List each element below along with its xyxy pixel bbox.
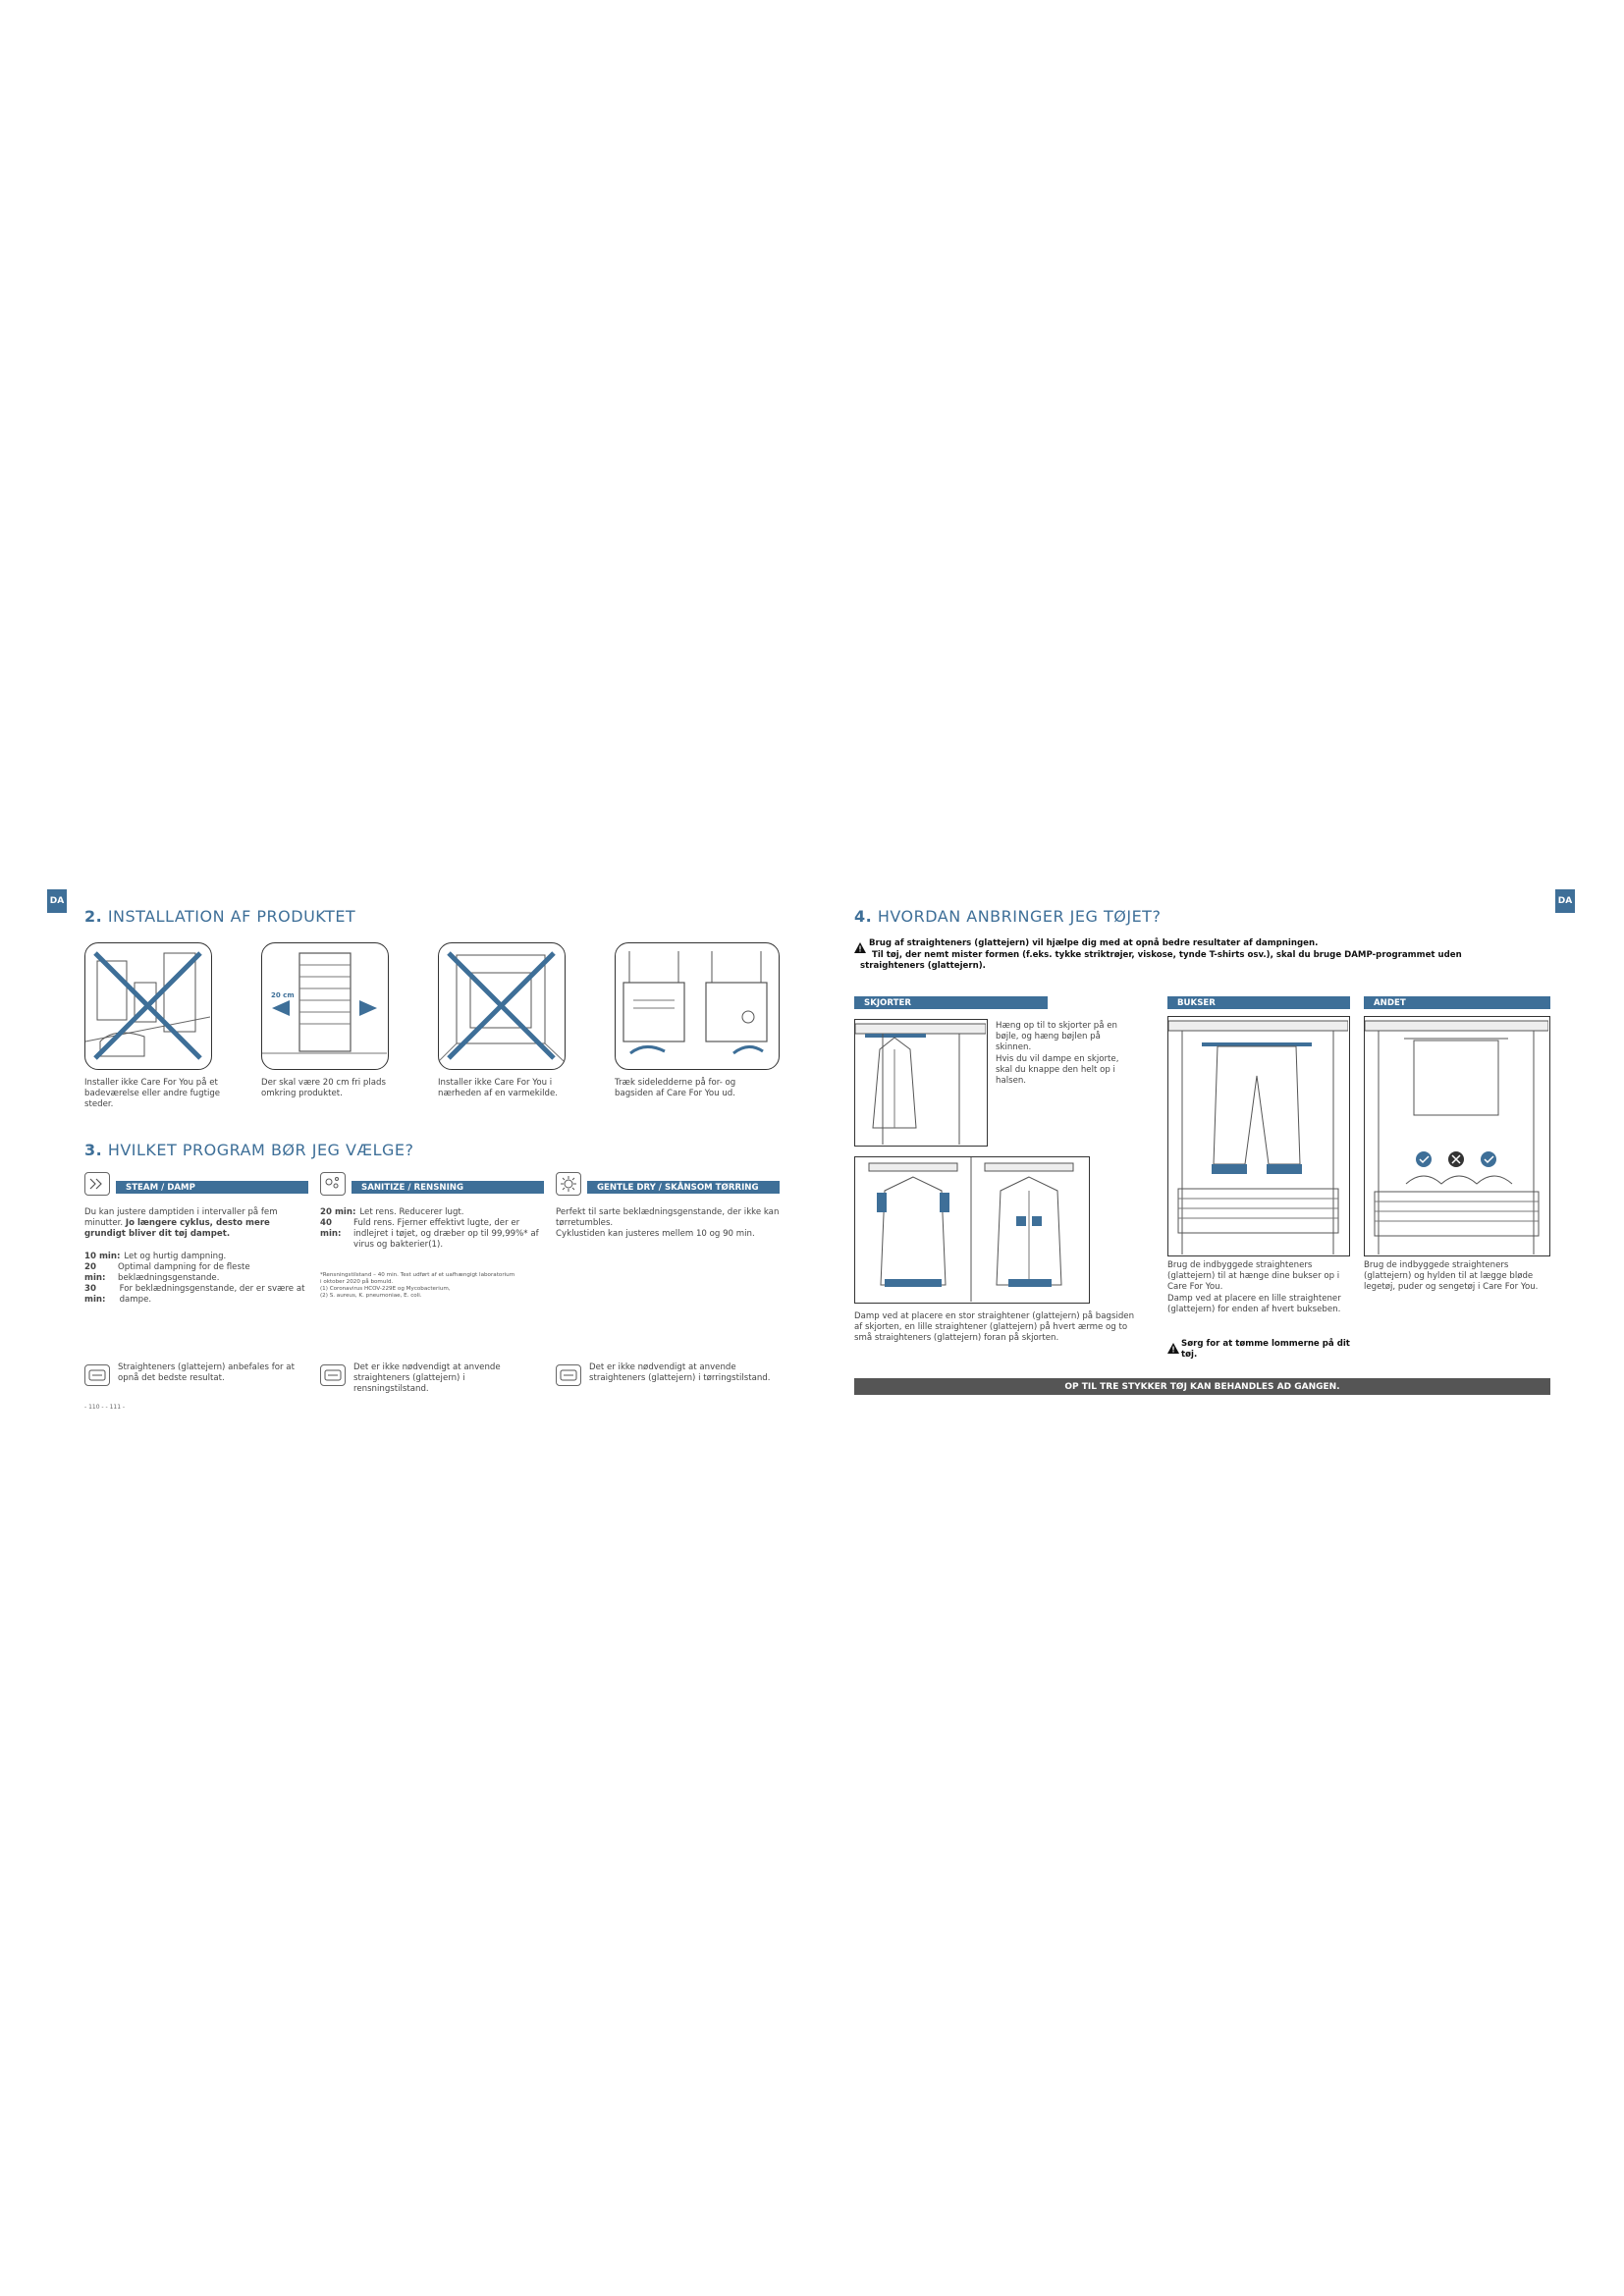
bathroom-crossed-icon (85, 943, 210, 1068)
column-header-other: ANDET (1364, 996, 1550, 1009)
other-text: Brug de indbyggede straighteners (glattejern) og hylden til at lægge bløde legetøj, puder og sengetøj i Care For You. (1364, 1260, 1539, 1292)
install-illustration-heat (438, 942, 566, 1070)
section-4-heading: HVORDAN ANBRINGER JEG TØJET? (877, 907, 1162, 926)
steam-intro: Du kan justere damptiden i intervaller på fem minutter. (84, 1207, 278, 1228)
heat-source-crossed-icon (439, 943, 564, 1068)
section-4-number: 4. (854, 907, 873, 926)
sanitize-icon (320, 1172, 346, 1196)
gentle-dry-icon (556, 1172, 581, 1196)
trousers-illustration (1167, 1016, 1350, 1256)
gentle-dry-description (556, 1207, 780, 1240)
install-illustration-ladders (615, 942, 780, 1070)
shirts-text-button: Hvis du vil dampe en skjorte, skal du knappe den helt op i halsen. (996, 1054, 1119, 1086)
note-gentle-dry: Det er ikke nødvendigt at anvende straighteners (glattejern) i tørringstilstand. (589, 1362, 771, 1383)
other-items-illustration (1364, 1016, 1550, 1256)
gentle-dry-text-1: Perfekt til sarte beklædningsgenstande, der ikke kan tørretumbles. (556, 1207, 780, 1228)
footnote-3: (2) S. aureus, K. pneumoniae, E. coli. (320, 1293, 422, 1299)
shirt-straighteners-illustration (854, 1156, 1090, 1304)
section-4-title (854, 907, 1161, 926)
install-caption-2: Der skal være 20 cm fri plads omkring produktet. (261, 1078, 386, 1098)
steam-description (84, 1207, 300, 1240)
sanitize-row-1: 20 min: Let rens. Reducerer lugt. (320, 1207, 464, 1217)
trousers-warning: Sørg for at tømme lommerne på dit tøj. (1181, 1339, 1350, 1360)
install-caption-4: Træk sideledderne på for- og bagsiden af Care For You ud. (615, 1078, 736, 1098)
steam-times (84, 1252, 310, 1306)
column-header-trousers: BUKSER (1167, 996, 1350, 1009)
section-2-title (84, 907, 355, 926)
program-steam-bar: STEAM / DAMP (116, 1181, 308, 1194)
section-2-number: 2. (84, 907, 103, 926)
sanitize-times (320, 1207, 541, 1251)
warning-icon (1167, 1339, 1179, 1350)
column-header-shirts: SKJORTER (854, 996, 1048, 1009)
note-sanitize: Det er ikke nødvendigt at anvende straighteners (glattejern) i rensningstilstand. (353, 1362, 501, 1394)
steam-intro-bold: Jo længere cyklus, desto mere grundigt bliver dit tøj dampet. (84, 1218, 270, 1239)
straightener-icon (556, 1364, 581, 1386)
section-3-heading: HVILKET PROGRAM BØR JEG VÆLGE? (107, 1141, 414, 1159)
install-caption-1: Installer ikke Care For You på et badeværelse eller andre fugtige steder. (84, 1078, 221, 1109)
side-ladders-diagram (616, 943, 778, 1068)
page-numbers: - 110 - - 111 - (84, 1404, 126, 1411)
footnote-2: (1) Coronavirus HCOV-229E og Mycobacterium, (320, 1286, 451, 1292)
trousers-text-hang: Brug de indbyggede straighteners (glattejern) til at hænge dine bukser op i Care For You. (1167, 1260, 1340, 1292)
shirt-hanger-illustration (854, 1019, 988, 1147)
warning-line-1: Brug af straighteners (glattejern) vil hjælpe dig med at opnå bedre resultater af dampningen. (869, 938, 1319, 948)
note-steam: Straighteners (glattejern) anbefales for at opnå det bedste resultat. (118, 1362, 295, 1383)
straightener-icon (84, 1364, 110, 1386)
trousers-text-damp: Damp ved at placere en lille straightener (glattejern) for enden af hvert bukseben. (1167, 1294, 1341, 1314)
sanitize-row-2: 40 min: Fuld rens. Fjerner effektivt lugte, der er indlejret i tøjet, og dræber op til 99,99%* af virus og bakterier(1). (320, 1218, 539, 1250)
steam-row-1: 10 min: Let og hurtig dampning. (84, 1252, 227, 1261)
install-caption-3: Installer ikke Care For You i nærheden af en varmekilde. (438, 1078, 559, 1098)
clearance-diagram (262, 943, 387, 1068)
shirts-text-hang: Hæng op til to skjorter på en bøjle, og hæng bøjlen på skinnen. (996, 1021, 1117, 1052)
install-illustration-bathroom (84, 942, 212, 1070)
gentle-dry-text-2: Cyklustiden kan justeres mellem 10 og 90 min. (556, 1229, 755, 1239)
section-3-number: 3. (84, 1141, 103, 1159)
install-illustration-clearance (261, 942, 389, 1070)
clearance-label: 20 cm (271, 991, 295, 999)
straightener-icon (320, 1364, 346, 1386)
program-sanitize-bar: SANITIZE / RENSNING (352, 1181, 544, 1194)
footnote-1: *Rensningstilstand – 40 min. Test udført af et uafhængigt laboratorium i oktober 2020 på bomuld. (320, 1272, 515, 1285)
sanitize-footnotes (320, 1272, 516, 1300)
warning-icon (854, 938, 866, 949)
section-2-heading: INSTALLATION AF PRODUKTET (107, 907, 356, 926)
program-gentle-dry-bar: GENTLE DRY / SKÅNSOM TØRRING (587, 1181, 780, 1194)
language-tab-right: DA (1555, 889, 1575, 913)
steam-icon (84, 1172, 110, 1196)
section-3-title (84, 1141, 413, 1159)
language-tab-left: DA (47, 889, 67, 913)
steam-row-2: 20 min: Optimal dampning for de fleste beklædningsgenstande. (84, 1262, 250, 1283)
footer-banner: OP TIL TRE STYKKER TØJ KAN BEHANDLES AD GANGEN. (854, 1378, 1550, 1395)
shirts-text-damp: Damp ved at placere en stor straightener (glattejern) på bagsiden af skjorten, en lille straightener (glattejern) på hvert ærme og to små straighteners (glattejern) foran på skjorten. (854, 1311, 1135, 1343)
steam-row-3: 30 min: For beklædningsgenstande, der er svære at dampe. (84, 1284, 305, 1305)
warning-line-2: Til tøj, der nemt mister formen (f.eks. tykke striktrøjer, viskose, tynde T-shirts osv.), skal du bruge DAMP-programmet uden straighteners (glattejern). (860, 950, 1462, 971)
